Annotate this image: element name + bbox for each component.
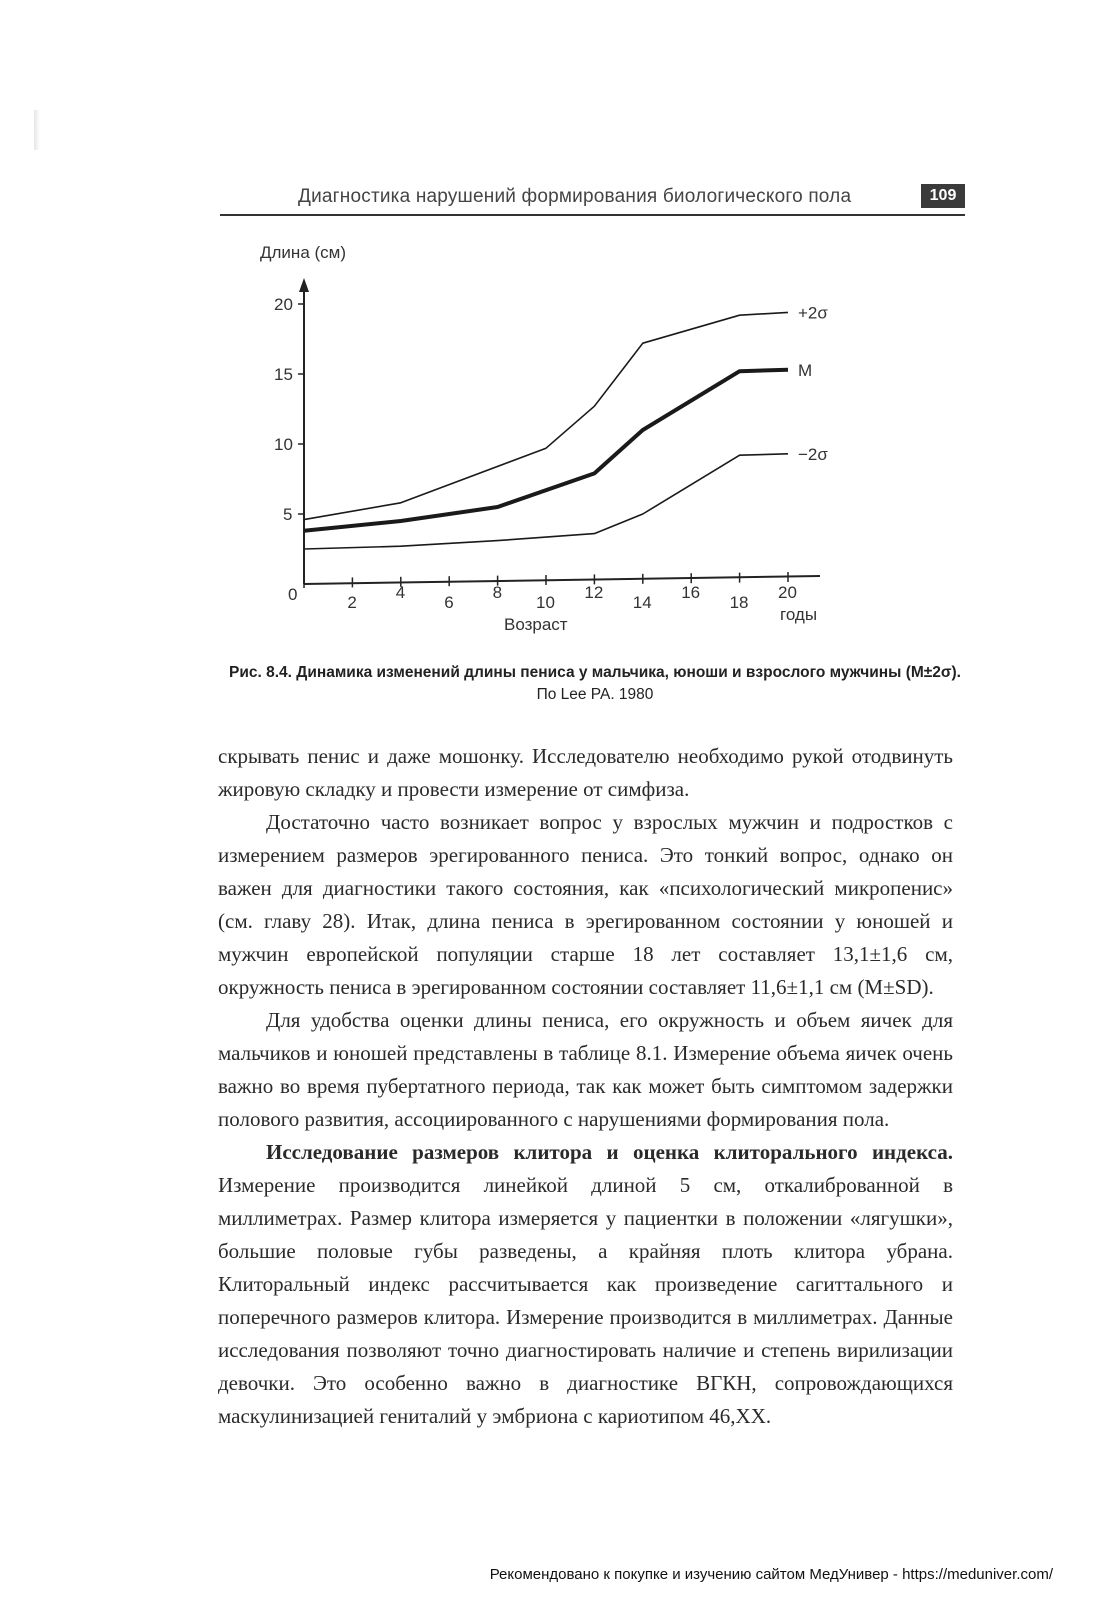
x-tick-label: 12 <box>584 583 604 602</box>
page-number: 109 <box>921 184 965 208</box>
axis-ticks <box>274 295 797 612</box>
series-label: −2σ <box>798 444 828 464</box>
running-head <box>220 182 965 216</box>
x-tick-label: 10 <box>536 593 555 612</box>
series-label: +2σ <box>798 303 828 323</box>
x-tick-label: 18 <box>729 593 749 612</box>
figure-caption <box>215 662 975 706</box>
x-axis-unit: годы <box>780 605 818 624</box>
paragraph-1: скрывать пенис и даже мошонку. Исследователю необходимо рукой отодвинуть жировую складку и провести измерение от симфиза. <box>218 744 953 801</box>
penis-length-chart <box>240 232 880 652</box>
body-text <box>218 740 953 1433</box>
x-tick-label: 4 <box>395 583 406 602</box>
scan-edge-shadow <box>34 110 40 150</box>
caption-source: По Lee PA. 1980 <box>536 686 654 703</box>
y-tick-label: 5 <box>283 505 293 524</box>
x-tick-label: 0 <box>288 585 298 604</box>
series-lines <box>304 303 828 549</box>
paragraph-2: Достаточно часто возникает вопрос у взрослых мужчин и подростков с измерением размеров эрегированного пениса. Это тонкий вопрос, однако он важен для диагностики такого состояния, как «психологический микропенис» (см. главу 28). Итак, длина пениса в эрегированном состоянии у юношей и мужчин европейской популяции старше 18 лет составляет 13,1±1,6 см, окружность пениса в эрегированном состоянии составляет 11,6±1,1 см (M±SD). <box>218 810 953 999</box>
y-axis-arrow <box>299 278 309 292</box>
y-tick-label: 15 <box>274 365 293 384</box>
running-title: Диагностика нарушений формирования биологического пола <box>298 186 852 207</box>
x-tick-label: 6 <box>444 593 454 612</box>
paragraph-3: Для удобства оценки длины пениса, его окружность и объем яичек для мальчиков и юношей представлены в таблице 8.1. Измерение объема яичек очень важно во время пубертатного периода, так как может быть симптомом задержки полового развития, ассоциированного с нарушениями формирования пола. <box>218 1008 953 1131</box>
caption-title: Рис. 8.4. Динамика изменений длины пениса у мальчика, юноши и взрослого мужчины (M±2σ). <box>229 664 961 681</box>
y-axis-title: Длина (см) <box>260 243 347 262</box>
y-tick-label: 20 <box>274 295 293 314</box>
chart-svg <box>240 232 880 652</box>
x-tick-label: 20 <box>778 583 797 602</box>
paragraph-4-text: Измерение производится линейкой длиной 5 см, откалиброванной в миллиметрах. Размер клитора измеряется у пациентки в положении «лягушки», большие половые губы разведены, а крайняя плоть клитора убрана. Клиторальный индекс рассчитывается как произведение сагиттального и поперечного размеров клитора. Измерение производится в миллиметрах. Данные исследования позволяют точно диагностировать наличие и степень вирилизации девочки. Это особенно важно в диагностике ВГКН, сопровождающихся маскулинизацией гениталий у эмбриона с кариотипом 46,XX. <box>218 1173 953 1428</box>
x-axis-line <box>304 576 820 584</box>
x-tick-label: 14 <box>632 593 652 612</box>
x-tick-label: 2 <box>347 593 357 612</box>
series-line <box>304 454 788 549</box>
series-label: M <box>798 360 813 380</box>
paragraph-4 <box>218 1136 953 1433</box>
footer-note: Рекомендовано к покупке и изучению сайтом МедУнивер - https://meduniver.com/ <box>489 1566 1053 1583</box>
x-tick-label: 16 <box>681 583 701 602</box>
paragraph-4-heading: Исследование размеров клитора и оценка клиторального индекса. <box>266 1140 953 1164</box>
y-tick-label: 10 <box>274 435 293 454</box>
x-tick-label: 8 <box>492 583 503 602</box>
x-axis-title: Возраст <box>504 615 568 634</box>
